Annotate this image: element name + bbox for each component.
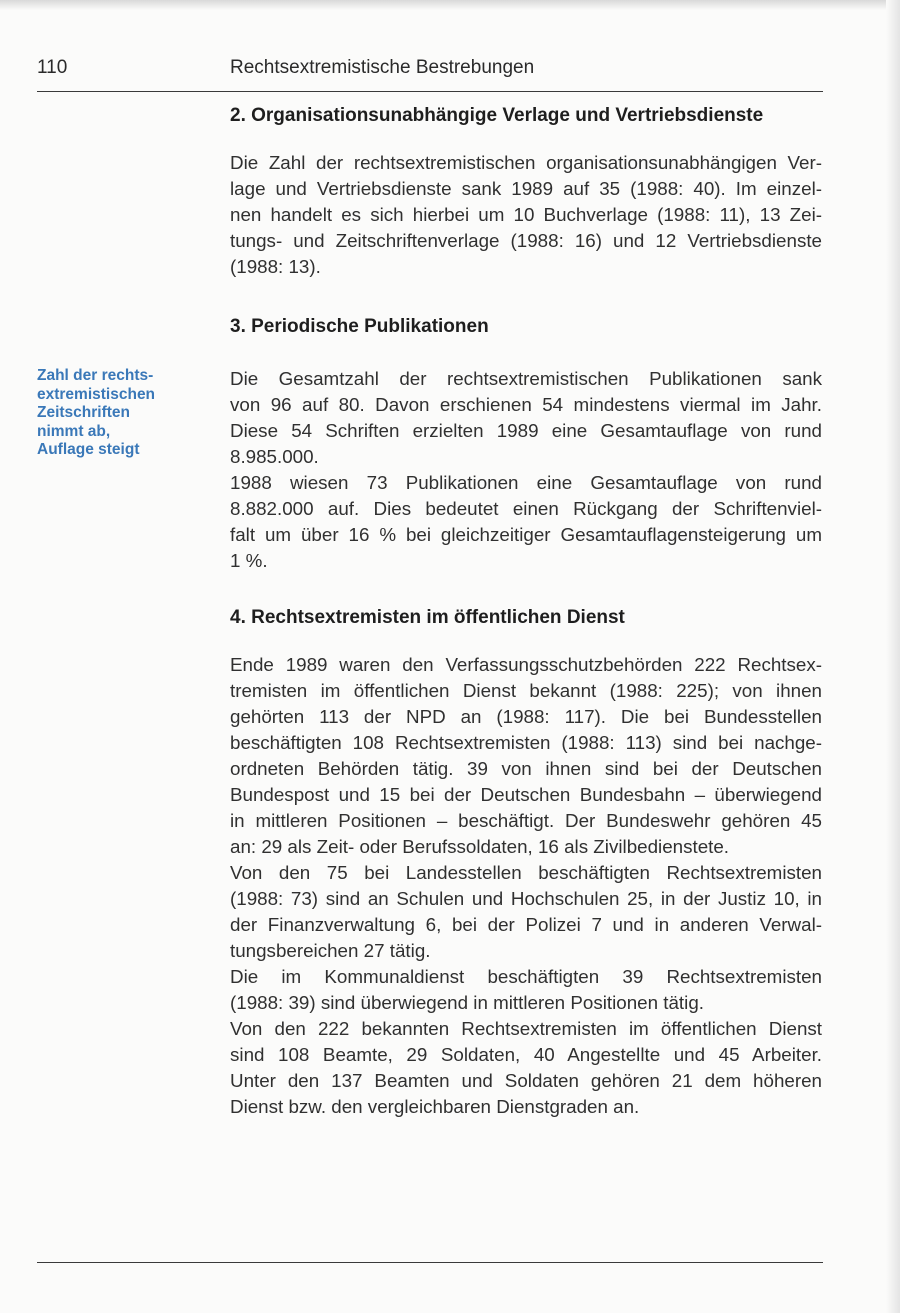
paragraph-verlage (230, 150, 822, 280)
text-line: falt um über 16 % bei gleichzeitiger Gesamtauflagensteigerung um (230, 524, 822, 545)
text-line: (1988: 13). (230, 256, 321, 277)
text-line: nen handelt es sich hierbei um 10 Buchverlage (1988: 11), 13 Zei- (230, 204, 822, 225)
text-line: Diese 54 Schriften erzielten 1989 eine Gesamtauflage von rund (230, 420, 822, 441)
margin-note (37, 367, 187, 460)
text-line: tungsbereichen 27 tätig. (230, 940, 431, 961)
text-line: 1988 wiesen 73 Publikationen eine Gesamtauflage von rund (230, 472, 822, 493)
margin-note-line: Auflage steigt (37, 441, 140, 459)
text-line: Von den 222 bekannten Rechtsextremisten im öffentlichen Dienst (230, 1018, 822, 1039)
text-line: 8.882.000 auf. Dies bedeutet einen Rückgang der Schriftenviel- (230, 498, 822, 519)
running-header: Rechtsextremistische Bestrebungen (230, 57, 535, 78)
text-line: 1 %. (230, 550, 268, 571)
paragraph-oeffentlicher-dienst (230, 652, 822, 1120)
text-line: lage und Vertriebsdienste sank 1989 auf 35 (1988: 40). Im einzel- (230, 178, 822, 199)
header-rule (37, 91, 823, 92)
margin-note-line: Zeitschriften (37, 404, 131, 422)
section-heading-verlage: 2. Organisationsunabhängige Verlage und Vertriebsdienste (230, 105, 764, 126)
footer-rule (37, 1262, 823, 1263)
scan-right-shadow (886, 0, 900, 1313)
page-number: 110 (37, 57, 68, 78)
margin-note-line: Zahl der rechts- (37, 367, 154, 384)
text-line: an: 29 als Zeit- oder Berufssoldaten, 16 als Zivilbedienstete. (230, 836, 730, 857)
text-line: gehörten 113 der NPD an (1988: 117). Die bei Bundesstellen (230, 706, 822, 727)
text-line: (1988: 39) sind überwiegend in mittleren Positionen tätig. (230, 992, 704, 1013)
text-line: Die Gesamtzahl der rechtsextremistischen Publikationen sank (230, 368, 822, 389)
paragraph-publikationen (230, 366, 822, 574)
text-line: Ende 1989 waren den Verfassungsschutzbehörden 222 Rechtsex- (230, 654, 822, 675)
text-line: in mittleren Positionen – beschäftigt. Der Bundeswehr gehören 45 (230, 810, 822, 831)
text-line: Dienst bzw. den vergleichbaren Dienstgraden an. (230, 1096, 640, 1117)
text-line: tremisten im öffentlichen Dienst bekannt (1988: 225); von ihnen (230, 680, 822, 701)
scan-top-shadow (0, 0, 900, 10)
text-line: (1988: 73) sind an Schulen und Hochschulen 25, in der Justiz 10, in (230, 888, 822, 909)
text-line: Bundespost und 15 bei der Deutschen Bundesbahn – überwiegend (230, 784, 822, 805)
margin-note-line: extremistischen (37, 385, 156, 403)
text-line: 8.985.000. (230, 446, 319, 467)
text-line: ordneten Behörden tätig. 39 von ihnen sind bei der Deutschen (230, 758, 822, 779)
text-line: Die Zahl der rechtsextremistischen organisationsunabhängigen Ver- (230, 152, 822, 173)
text-line: der Finanzverwaltung 6, bei der Polizei 7 und in anderen Verwal- (230, 914, 822, 935)
text-line: tungs- und Zeitschriftenverlage (1988: 16) und 12 Vertriebsdienste (230, 230, 822, 251)
text-line: von 96 auf 80. Davon erschienen 54 mindestens viermal im Jahr. (230, 394, 822, 415)
text-line: Die im Kommunaldienst beschäftigten 39 Rechtsextremisten (230, 966, 822, 987)
text-line: Unter den 137 Beamten und Soldaten gehören 21 dem höheren (230, 1070, 822, 1091)
margin-note-line: nimmt ab, (37, 422, 111, 440)
text-line: Von den 75 bei Landesstellen beschäftigten Rechtsextremisten (230, 862, 822, 883)
section-heading-publikationen: 3. Periodische Publikationen (230, 316, 489, 337)
text-line: sind 108 Beamte, 29 Soldaten, 40 Angestellte und 45 Arbeiter. (230, 1044, 822, 1065)
text-line: beschäftigten 108 Rechtsextremisten (1988: 113) sind bei nachge- (230, 732, 822, 753)
section-heading-oeffentlicher-dienst: 4. Rechtsextremisten im öffentlichen Dienst (230, 607, 625, 628)
